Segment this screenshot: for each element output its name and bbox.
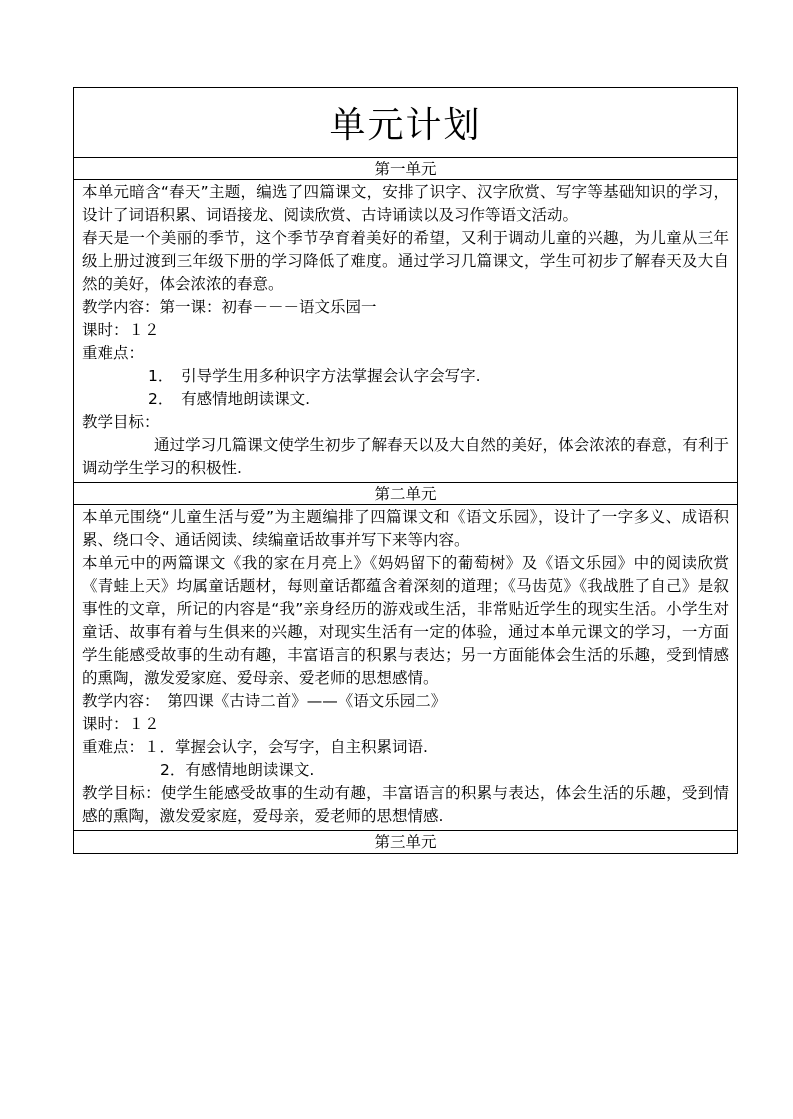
unit1-goal: 通过学习几篇课文使学生初步了解春天以及大自然的美好，体会浓浓的春意，有利于调动学生学习的积极性. (82, 436, 729, 477)
unit2-goal: 教学目标：使学生能感受故事的生动有趣，丰富语言的积累与表达，体会生活的乐趣，受到情感的熏陶，激发爱家庭，爱母亲，爱老师的思想情感. (82, 784, 729, 825)
unit2-header: 第二单元 (74, 483, 737, 505)
unit1-goal-label: 教学目标： (82, 413, 160, 431)
unit1-header: 第一单元 (74, 158, 737, 180)
unit2-intro: 本单元围绕“儿童生活与爱”为主题编排了四篇课文和《语文乐园》，设计了一字多义、成语积累、绕口令、通话阅读、续编童话故事并写下来等内容。 (82, 508, 729, 549)
title-row (74, 88, 737, 158)
unit1-key-label: 重难点： (82, 344, 145, 362)
unit-plan-table (73, 87, 738, 854)
unit2-hours: 课时：１２ (82, 715, 160, 733)
unit1-paragraph: 春天是一个美丽的季节，这个季节孕育着美好的希望，又利于调动儿童的兴趣，为儿童从三年级上册过渡到三年级下册的学习降低了难度。通过学习几篇课文，学生可初步了解春天及大自然的美好，体会浓浓的春意。 (82, 229, 729, 293)
page-title: 单元计划 (329, 105, 482, 146)
unit1-intro: 本单元暗含“春天”主题，编选了四篇课文，安排了识字、汉字欣赏、写字等基础知识的学习，设计了词语积累、词语接龙、阅读欣赏、古诗诵读以及习作等语文活动。 (82, 183, 729, 224)
unit3-header: 第三单元 (374, 833, 437, 851)
unit1-content: 教学内容：第一课：初春－－－语文乐园一 (82, 298, 377, 316)
unit2-paragraph: 本单元中的两篇课文《我的家在月亮上》《妈妈留下的葡萄树》及《语文乐园》中的阅读欣赏《青蛙上天》均属童话题材，每则童话都蕴含着深刻的道理；《马齿苋》《我战胜了自己》是叙事性的文章，所记的内容是“我”亲身经历的游戏或生活，非常贴近学生的现实生活。小学生对童话、故事有着与生俱来的兴趣，对现实生活有一定的体验，通过本单元课文的学习，一方面学生能感受故事的生动有趣，丰富语言的积累与表达；另一方面能体会生活的乐趣，受到情感的熏陶，激发爱家庭、爱母亲、爱老师的思想感情。 (82, 554, 729, 687)
unit1-key-point-2: 2． 有感情地朗读课文. (148, 390, 311, 408)
unit1-body (74, 180, 737, 483)
unit2-body (74, 505, 737, 831)
unit2-key-point-2: 2．有感情地朗读课文. (160, 761, 315, 779)
unit1-key-point-1: 1． 引导学生用多种识字方法掌握会认字会写字. (148, 367, 481, 385)
unit2-content: 教学内容： 第四课《古诗二首》——《语文乐园二》 (82, 692, 447, 710)
unit1-hours: 课时：１２ (82, 321, 160, 339)
unit2-key-point-1: 重难点：１．掌握会认字，会写字，自主积累词语. (82, 738, 428, 756)
